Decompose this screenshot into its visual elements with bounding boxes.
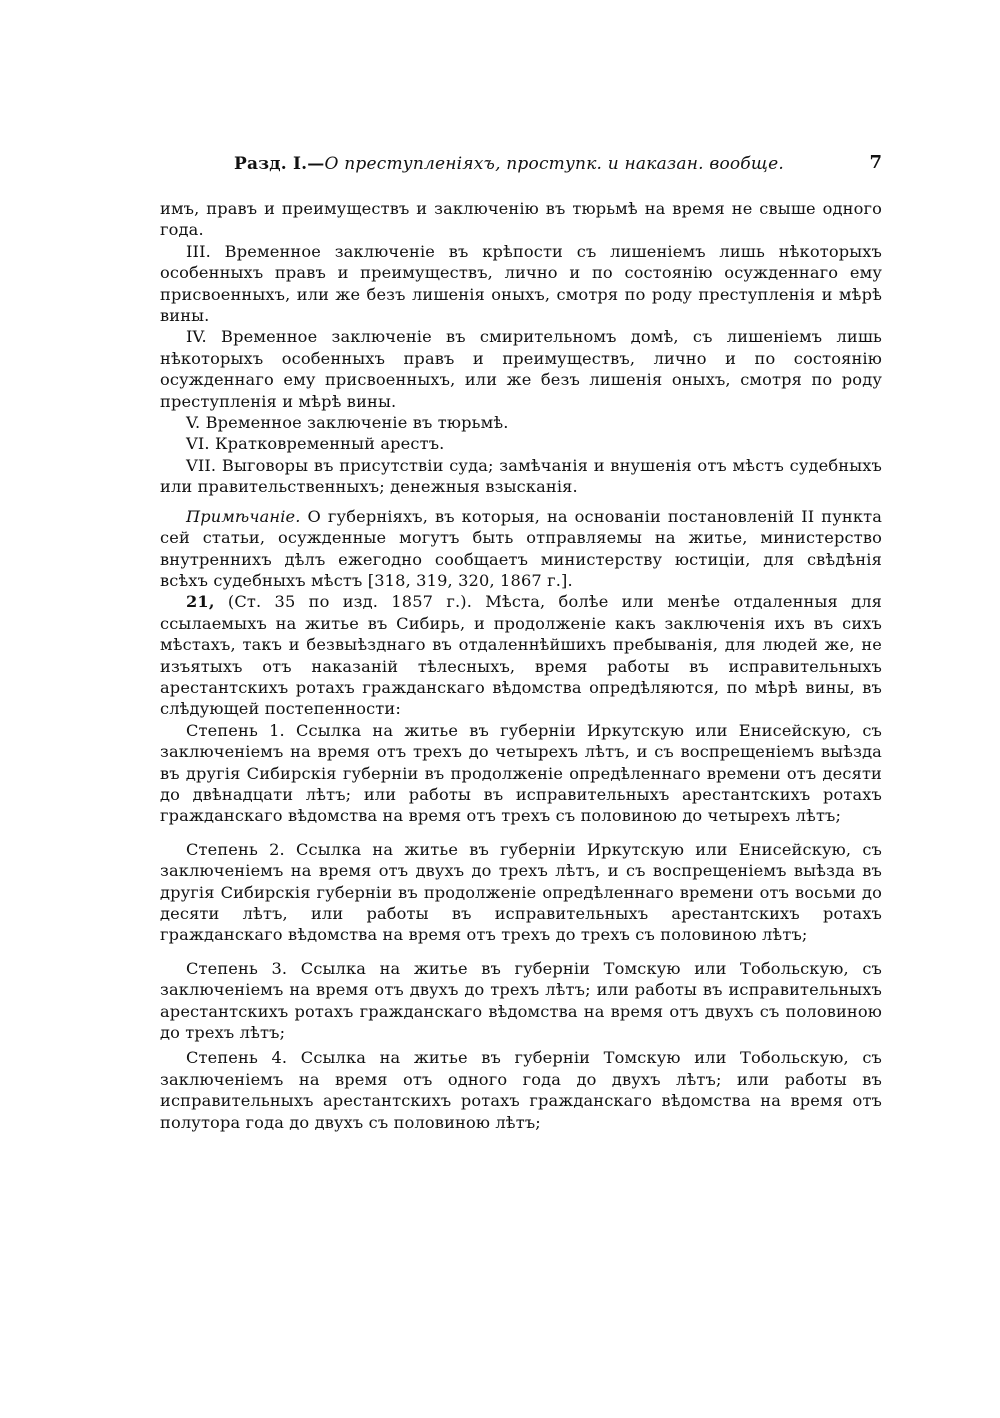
paragraph-item-iii: III. Временное заключеніе въ крѣпости съ лишеніемъ лишь нѣкоторыхъ особенныхъ правъ и преимуществъ, лично и по состоянію осужденнаго ему присвоенныхъ, или же безъ лишенія оныхъ, смотря по роду преступленія и мѣрѣ вины. xyxy=(160,241,882,326)
article-text: (Ст. 35 по изд. 1857 г.). Мѣста, болѣе или менѣе отдаленныя для ссылаемыхъ на житье въ Сибирь, и продолженіе какъ заключенія ихъ въ сихъ мѣстахъ, такъ и безвыѣзднаго въ отдаленнѣйшихъ пребыванія, для людей же, не изъятыхъ отъ наказаній тѣлесныхъ, время работы въ исправительныхъ арестантскихъ ротахъ гражданскаго вѣдомства опредѣляются, по мѣрѣ вины, въ слѣдующей постепенности: xyxy=(160,592,883,719)
section-title: О преступленіяхъ, проступк. и наказан. вообще. xyxy=(324,154,784,174)
paragraph-degree-1: Степень 1. Ссылка на житье въ губерніи Иркутскую или Енисейскую, съ заключеніемъ на время отъ трехъ до четырехъ лѣтъ, и съ воспрещеніемъ выѣзда въ другія Сибирскія губерніи въ продолженіе опредѣленнаго времени отъ десяти до двѣнадцати лѣтъ; или работы въ исправительныхъ арестантскихъ ротахъ гражданскаго вѣдомства на время отъ трехъ съ половиною до четырехъ лѣтъ; xyxy=(160,720,882,826)
running-header xyxy=(160,154,882,184)
article-number: 21, xyxy=(186,592,215,612)
note-text: О губерніяхъ, въ которыя, на основаніи постановленій II пункта сей статьи, осужденные могутъ быть отправляемы на житье, министерство внутреннихъ дѣлъ ежегодно сообщаетъ министерству юстиціи, для свѣдѣнія всѣхъ судебныхъ мѣстъ [318, 319, 320, 1867 г.]. xyxy=(160,506,883,590)
paragraph-degree-2: Степень 2. Ссылка на житье въ губерніи Иркутскую или Енисейскую, съ заключеніемъ на время отъ двухъ до трехъ лѣтъ, и съ воспрещеніемъ выѣзда въ другія Сибирскія губерніи въ продолженіе опредѣленнаго времени отъ восьми до десяти лѣтъ, или работы въ исправительныхъ арестантскихъ ротахъ гражданскаго вѣдомства на время отъ трехъ до трехъ съ половиною лѣтъ; xyxy=(160,839,882,945)
paragraph-item-vi: VI. Кратковременный арестъ. xyxy=(186,434,445,454)
paragraph-note xyxy=(160,506,882,592)
paragraph-degree-3: Степень 3. Ссылка на житье въ губерніи Томскую или Тобольскую, съ заключеніемъ на время отъ двухъ до трехъ лѣтъ; или работы въ исправительныхъ арестантскихъ ротахъ гражданскаго вѣдомства на время отъ двухъ съ половиною до трехъ лѣтъ; xyxy=(160,958,882,1043)
paragraph-item-v: V. Временное заключеніе въ тюрьмѣ. xyxy=(186,413,509,433)
page-number: 7 xyxy=(869,152,882,173)
paragraph-item-vii: VII. Выговоры въ присутствіи суда; замѣчанія и внушенія отъ мѣстъ судебныхъ или правительственныхъ; денежныя взысканія. xyxy=(160,455,882,497)
section-label: Разд. I.— xyxy=(234,154,325,174)
note-label: Примѣчаніе. xyxy=(186,506,301,526)
paragraph-degree-4: Степень 4. Ссылка на житье въ губерніи Томскую или Тобольскую, съ заключеніемъ на время отъ одного года до двухъ лѣтъ; или работы въ исправительныхъ арестантскихъ ротахъ гражданскаго вѣдомства на время отъ полутора года до двухъ съ половиною лѣтъ; xyxy=(160,1048,882,1132)
page-body xyxy=(160,198,882,1133)
paragraph-continuation: имъ, правъ и преимуществъ и заключенію въ тюрьмѣ на время не свыше одного года. xyxy=(160,199,882,240)
paragraph-article-21 xyxy=(160,591,882,719)
paragraph-item-iv: IV. Временное заключеніе въ смирительномъ домѣ, съ лишеніемъ лишь нѣкоторыхъ особенныхъ правъ и преимуществъ, лично и по состоянію осужденнаго ему присвоенныхъ, или же безъ лишенія оныхъ, смотря по роду преступленія и мѣрѣ вины. xyxy=(160,327,882,411)
running-title xyxy=(234,154,784,174)
